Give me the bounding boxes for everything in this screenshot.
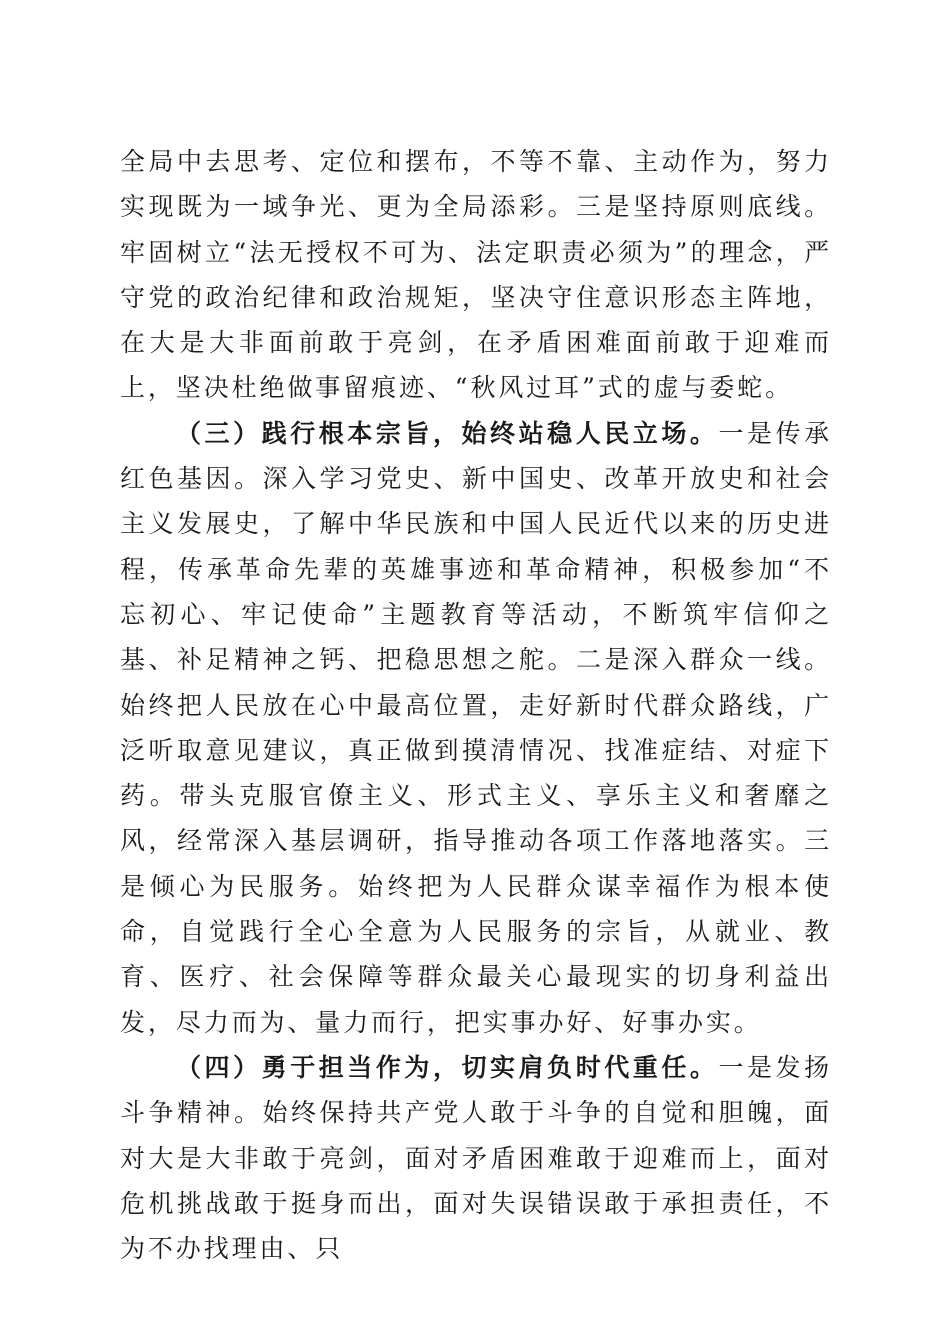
paragraph-section-3 xyxy=(120,411,832,1045)
section-heading-3: （三）践行根本宗旨，始终站稳人民立场。 xyxy=(176,418,719,448)
document-body xyxy=(120,139,832,1271)
paragraph-section-4 xyxy=(120,1045,832,1271)
section-heading-4: （四）勇于担当作为，切实肩负时代重任。 xyxy=(176,1052,719,1082)
paragraph-body: 一是发扬斗争精神。始终保持共产党人敢于斗争的自觉和胆魄，面对大是大非敢于亮剑，面对矛盾困难敢于迎难而上，面对危机挑战敢于挺身而出，面对失误错误敢于承担责任，不为不办找理由、只 xyxy=(120,1052,832,1264)
paragraph-body: 全局中去思考、定位和摆布，不等不靠、主动作为，努力实现既为一域争光、更为全局添彩。三是坚持原则底线。牢固树立“法无授权不可为、法定职责必须为”的理念，严守党的政治纪律和政治规矩，坚决守住意识形态主阵地，在大是大非面前敢于亮剑，在矛盾困难面前敢于迎难而上，坚决杜绝做事留痕迹、“秋风过耳”式的虚与委蛇。 xyxy=(120,147,832,403)
paragraph-continuation xyxy=(120,139,832,411)
paragraph-body: 一是传承红色基因。深入学习党史、新中国史、改革开放史和社会主义发展史，了解中华民族和中国人民近代以来的历史进程，传承革命先辈的英雄事迹和革命精神，积极参加“不忘初心、牢记使命”主题教育等活动，不断筑牢信仰之基、补足精神之钙、把稳思想之舵。二是深入群众一线。始终把人民放在心中最高位置，走好新时代群众路线，广泛听取意见建议，真正做到摸清情况、找准症结、对症下药。带头克服官僚主义、形式主义、享乐主义和奢靡之风，经常深入基层调研，指导推动各项工作落地落实。三是倾心为民服务。始终把为人民群众谋幸福作为根本使命，自觉践行全心全意为人民服务的宗旨，从就业、教育、医疗、社会保障等群众最关心最现实的切身利益出发，尽力而为、量力而行，把实事办好、好事办实。 xyxy=(120,418,832,1037)
